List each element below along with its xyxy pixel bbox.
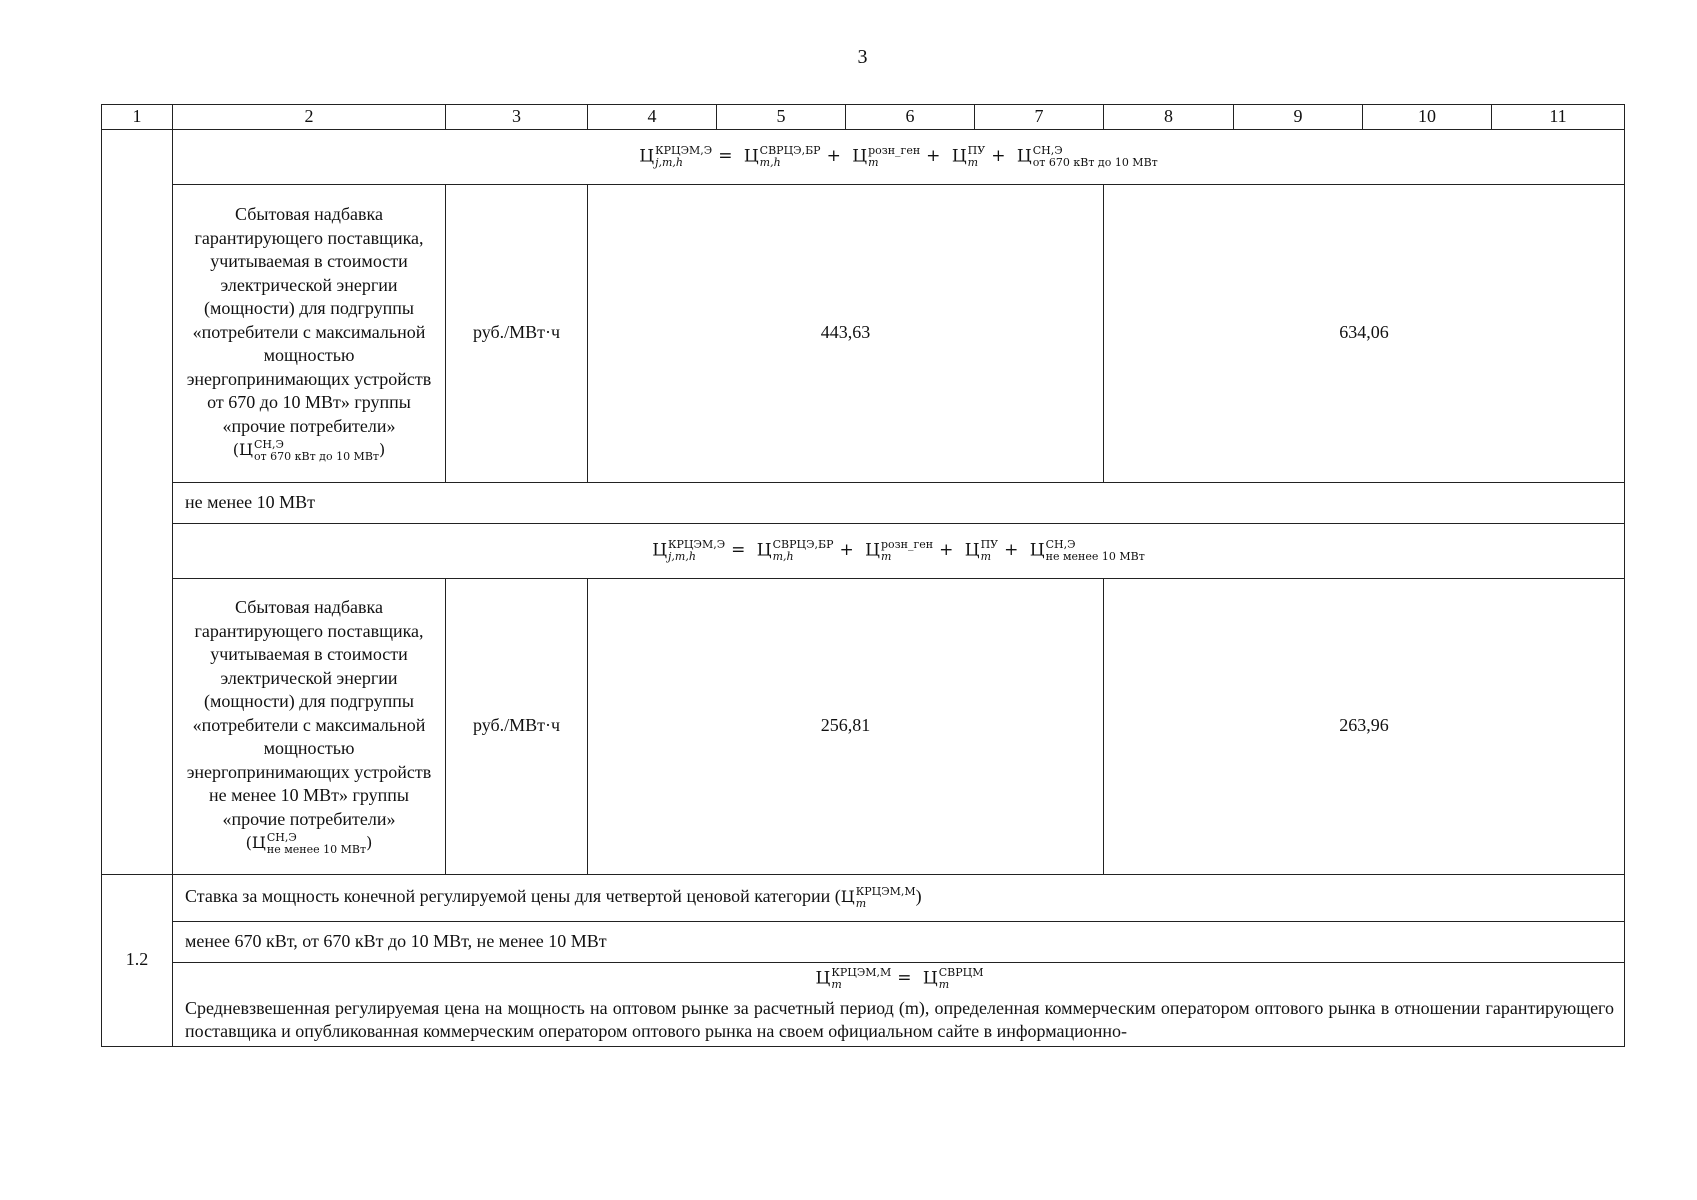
row-number-1-2: 1.2 bbox=[102, 874, 173, 1046]
header-col: 5 bbox=[717, 105, 846, 130]
unit-cell-1: руб./МВт·ч bbox=[446, 184, 588, 482]
row-1-2-paragraph: Средневзвешенная регулируемая цена на мощность на оптовом рынке за расчетный период (m), определенная коммерческим оператором оптового рынка в отношении гарантирующего поставщика и опубликованная коммерческим оператором оптового рынка на своем официальном сайте в информационно- bbox=[185, 997, 1614, 1041]
description-text-2: Сбытовая надбавка гарантирующего поставщика, учитываемая в стоимости электрической энергии (мощности) для подгруппы «потребители с максимальной мощностью энергопринимающих устройств не менее 10 МВт» группы «прочие потребители» bbox=[186, 597, 432, 829]
page-number: 3 bbox=[857, 46, 868, 68]
row-1-2-title: Ставка за мощность конечной регулируемой цены для четвертой ценовой категории (Ц КРЦЭМ,М m ) bbox=[173, 874, 1625, 921]
formula-2: Ц КРЦЭМ,Э j,m,h = Ц СВРЦЭ,БР m,h + Ц розн_ген m + Ц ПУ m + Ц СН,Э не менее 10 МВт bbox=[652, 537, 1145, 563]
description-cell-1 bbox=[173, 184, 446, 482]
value-cell-1a: 443,63 bbox=[588, 184, 1104, 482]
value-cell-2a: 256,81 bbox=[588, 578, 1104, 874]
header-col: 9 bbox=[1234, 105, 1363, 130]
unit-cell-2: руб./МВт·ч bbox=[446, 578, 588, 874]
header-col: 3 bbox=[446, 105, 588, 130]
header-col: 8 bbox=[1104, 105, 1234, 130]
description-text-1: Сбытовая надбавка гарантирующего поставщика, учитываемая в стоимости электрической энергии (мощности) для подгруппы «потребители с максимальной мощностью энергопринимающих устройств от 670 до 10 МВт» группы «прочие потребители» bbox=[186, 204, 432, 436]
header-col: 2 bbox=[173, 105, 446, 130]
tariff-table bbox=[101, 104, 1625, 1047]
formula-row-1 bbox=[173, 129, 1625, 184]
header-col: 7 bbox=[975, 105, 1104, 130]
value-cell-2b: 263,96 bbox=[1104, 578, 1625, 874]
formula-1: Ц КРЦЭМ,Э j,m,h = Ц СВРЦЭ,БР m,h + Ц розн_ген m + Ц ПУ m + Ц СН,Э от 670 кВт до 10 МВт bbox=[639, 143, 1158, 169]
formula-row-2 bbox=[173, 523, 1625, 578]
header-row bbox=[102, 105, 1625, 130]
value-cell-1b: 634,06 bbox=[1104, 184, 1625, 482]
row-number-cell-blank bbox=[102, 129, 173, 874]
header-col: 10 bbox=[1363, 105, 1492, 130]
header-col: 6 bbox=[846, 105, 975, 130]
header-col: 1 bbox=[102, 105, 173, 130]
description-symbol-2: (Ц СН,Э не менее 10 МВт ) bbox=[245, 830, 373, 856]
row-1-2-paragraph-cell bbox=[173, 962, 1625, 1046]
header-col: 4 bbox=[588, 105, 717, 130]
header-col: 11 bbox=[1492, 105, 1625, 130]
description-cell-2 bbox=[173, 578, 446, 874]
section-not-less: не менее 10 МВт bbox=[173, 482, 1625, 523]
row-1-2-ranges: менее 670 кВт, от 670 кВт до 10 МВт, не менее 10 МВт bbox=[173, 921, 1625, 962]
description-symbol-1: (Ц СН,Э от 670 кВт до 10 МВт ) bbox=[232, 437, 386, 463]
formula-3: Ц КРЦЭМ,М m = Ц СВРЦМ m bbox=[815, 965, 984, 991]
